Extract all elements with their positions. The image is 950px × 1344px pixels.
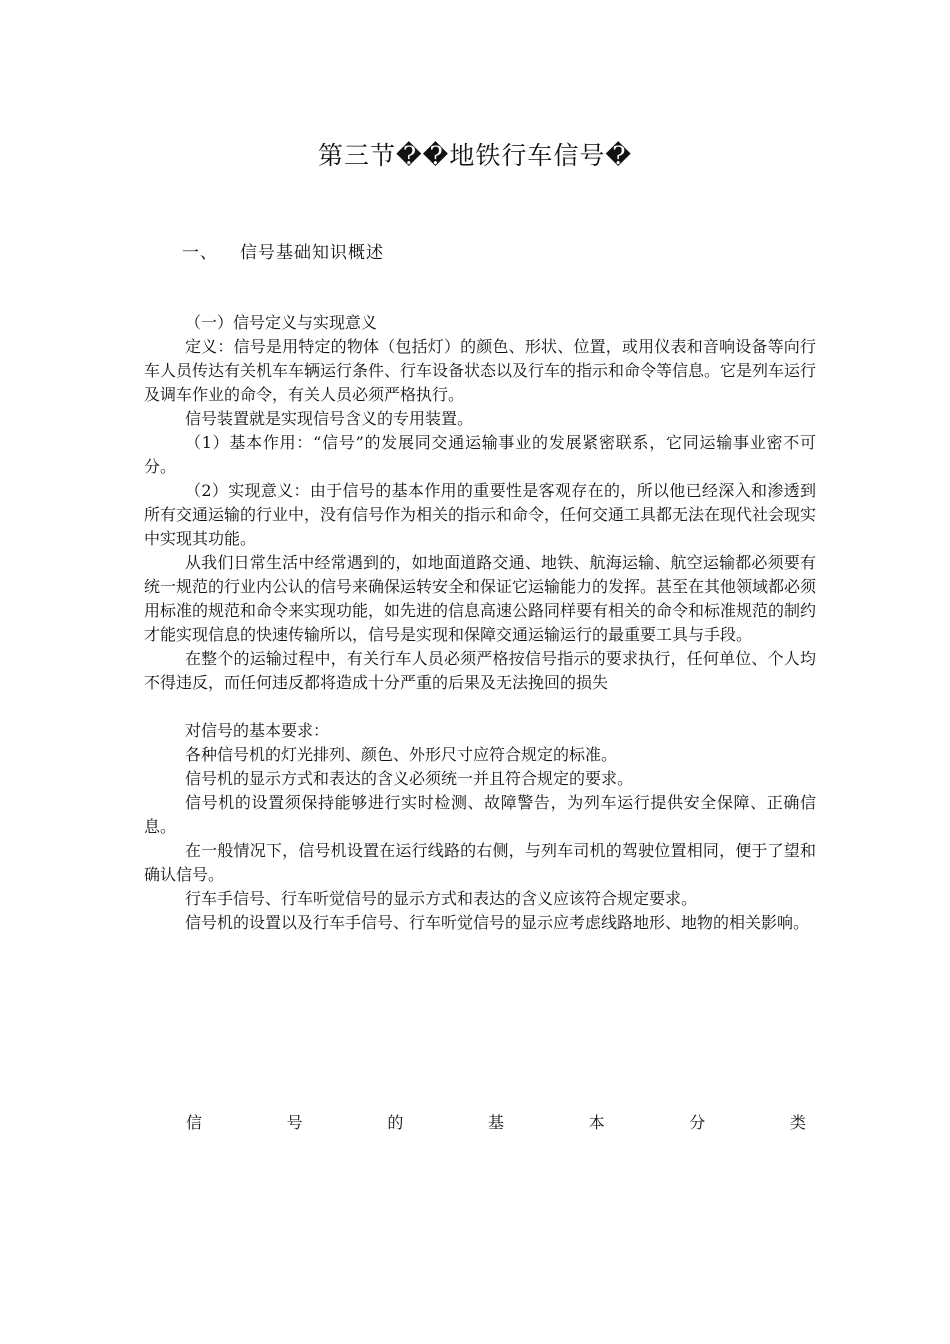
requirement-item: 信号机的显示方式和表达的含义必须统一并且符合规定的要求。 — [185, 769, 634, 788]
paragraph-device: 信号装置就是实现信号含义的专用装置。 — [185, 409, 474, 428]
paragraph-significance: （2）实现意义：由于信号的基本作用的重要性是客观存在的，所以他已经深入和渗透到所有交通运输的行业中，没有信号作为相关的指示和命令，任何交通工具都无法在现代社会现实中实现其功能。 — [144, 481, 817, 548]
heading-char: 号 — [286, 1113, 303, 1132]
section-heading-text: 信号基础知识概述 — [240, 243, 384, 263]
heading-char: 类 — [789, 1113, 806, 1132]
classification-heading — [186, 1110, 806, 1133]
body-text — [144, 311, 816, 935]
heading-char: 本 — [588, 1113, 605, 1132]
heading-char: 的 — [387, 1113, 404, 1132]
title-garbled-suffix: � — [605, 141, 632, 170]
requirement-item: 行车手信号、行车听觉信号的显示方式和表达的含义应该符合规定要求。 — [185, 889, 698, 908]
page-title — [0, 136, 950, 172]
requirement-item: 信号机的设置以及行车手信号、行车听觉信号的显示应考虑线路地形、地物的相关影响。 — [185, 913, 810, 932]
requirements-heading: 对信号的基本要求： — [185, 721, 330, 740]
subsection-heading: （一）信号定义与实现意义 — [185, 313, 378, 332]
paragraph-compliance: 在整个的运输过程中，有关行车人员必须严格按信号指示的要求执行，任何单位、个人均不得违反，而任何违反都将造成十分严重的后果及无法挽回的损失 — [144, 649, 816, 692]
paragraph-basic-role: （1）基本作用：“信号”的发展同交通运输事业的发展紧密联系，它同运输事业密不可分。 — [144, 433, 816, 476]
requirement-item: 在一般情况下，信号机设置在运行线路的右侧，与列车司机的驾驶位置相同，便于了望和确认信号。 — [144, 841, 816, 884]
heading-char: 分 — [689, 1113, 706, 1132]
title-garbled-glyphs: �� — [396, 141, 450, 170]
heading-char: 信 — [186, 1113, 203, 1132]
requirement-item: 信号机的设置须保持能够进行实时检测、故障警告，为列车运行提供安全保障、正确信息。 — [144, 793, 816, 836]
title-main: 地铁行车信号 — [449, 141, 606, 170]
requirement-item: 各种信号机的灯光排列、颜色、外形尺寸应符合规定的标准。 — [185, 745, 618, 764]
section-heading — [182, 238, 384, 263]
paragraph-definition: 定义：信号是用特定的物体（包括灯）的颜色、形状、位置，或用仪表和音响设备等向行车人员传达有关机车车辆运行条件、行车设备状态以及行车的指示和命令等信息。它是列车运行及调车作业的命令，有关人员必须严格执行。 — [144, 337, 817, 404]
paragraph-daily-life: 从我们日常生活中经常遇到的，如地面道路交通、地铁、航海运输、航空运输都必须要有统一规范的行业内公认的信号来确保运转安全和保证它运输能力的发挥。甚至在其他领域都必须用标准的规范和命令来实现功能，如先进的信息高速公路同样要有相关的命令和标准规范的制约才能实现信息的快速传输所以，信号是实现和保障交通运输运行的最重要工具与手段。 — [144, 553, 817, 644]
section-number: 一、 — [182, 243, 218, 263]
heading-char: 基 — [487, 1113, 504, 1132]
title-prefix: 第三节 — [318, 141, 397, 170]
